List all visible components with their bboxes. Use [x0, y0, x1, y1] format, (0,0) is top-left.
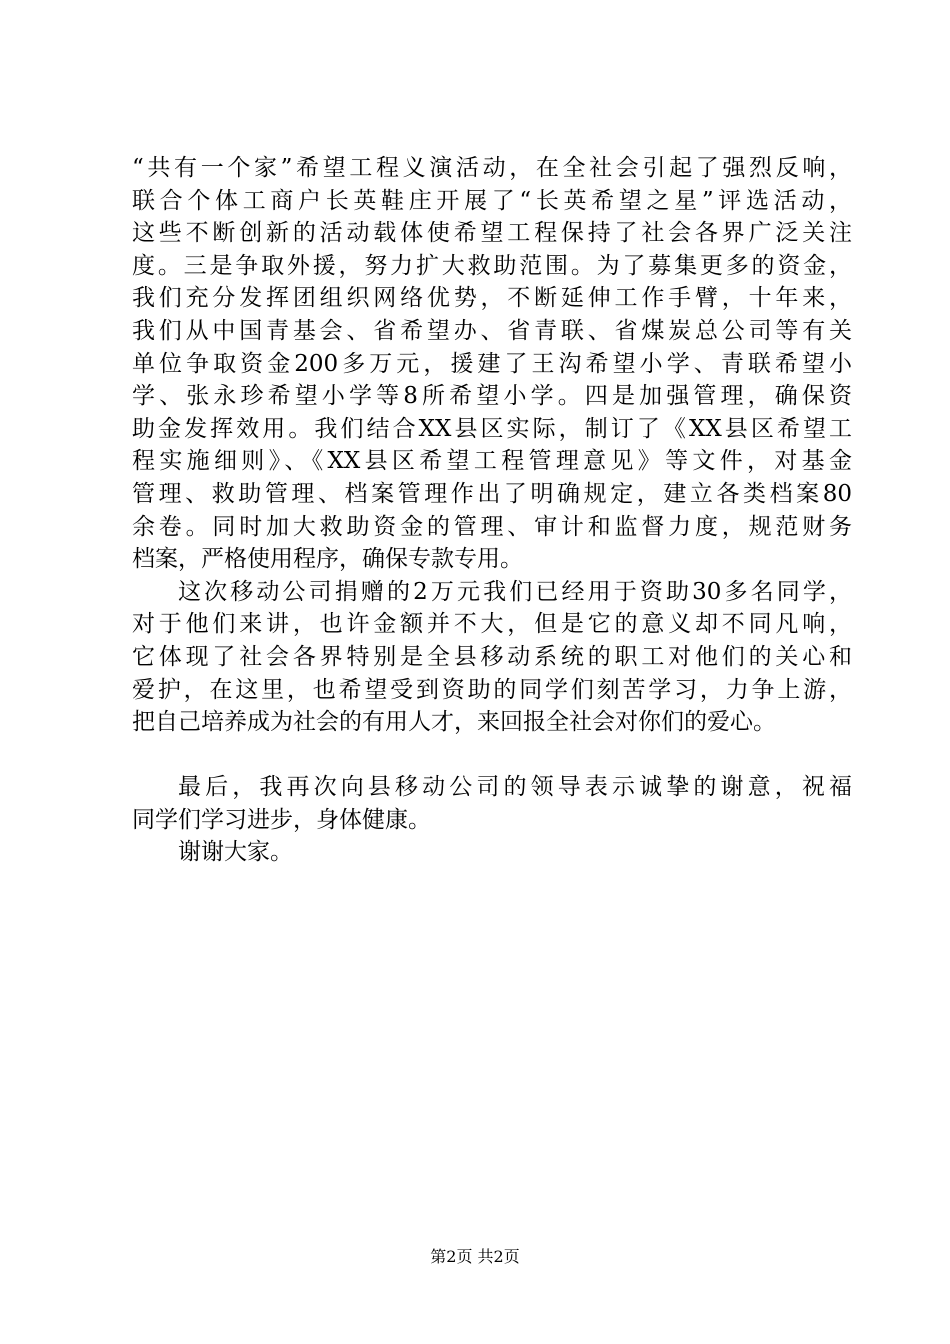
text-line: 单位争取资金200多万元，援建了王沟希望小学、青联希望小: [132, 350, 852, 377]
text-line: 余卷。同时加大救助资金的管理、审计和监督力度，规范财务: [132, 513, 852, 540]
text-line: 度。三是争取外援，努力扩大救助范围。为了募集更多的资金，: [132, 252, 852, 279]
document-body: [132, 152, 852, 869]
paragraph-gap: [132, 739, 852, 772]
text-line: 档案，严格使用程序，确保专款专用。: [132, 546, 523, 573]
text-line: 助金发挥效用。我们结合XX县区实际，制订了《XX县区希望工: [132, 415, 852, 442]
text-line: 学、张永珍希望小学等8所希望小学。四是加强管理，确保资: [132, 383, 852, 410]
text-line: 这些不断创新的活动载体使希望工程保持了社会各界广泛关注: [132, 220, 852, 247]
text-line: 同学们学习进步，身体健康。: [132, 806, 431, 833]
text-line: 联合个体工商户长英鞋庄开展了“长英希望之星”评选活动，: [132, 187, 852, 214]
text-line: 我们从中国青基会、省希望办、省青联、省煤炭总公司等有关: [132, 317, 852, 344]
page-footer: 第2页 共2页: [430, 1247, 520, 1266]
text-line: 爱护，在这里，也希望受到资助的同学们刻苦学习，力争上游，: [132, 676, 852, 703]
text-line: 我们充分发挥团组织网络优势，不断延伸工作手臂，十年来，: [132, 285, 852, 312]
text-line: 管理、救助管理、档案管理作出了明确规定，建立各类档案80: [132, 480, 852, 507]
text-line: 对于他们来讲，也许金额并不大，但是它的意义却不同凡响，: [132, 611, 852, 638]
text-line: 把自己培养成为社会的有用人才，来回报全社会对你们的爱心。: [132, 709, 776, 736]
text-line: 它体现了社会各界特别是全县移动系统的职工对他们的关心和: [132, 643, 852, 670]
paragraph-start-line: 最后，我再次向县移动公司的领导表示诚挚的谢意，祝福: [178, 774, 852, 801]
paragraph-start-line: 这次移动公司捐赠的2万元我们已经用于资助30多名同学，: [178, 578, 852, 605]
text-line: “共有一个家”希望工程义演活动，在全社会引起了强烈反响，: [132, 155, 852, 181]
closing-line: 谢谢大家。: [178, 839, 293, 866]
text-line: 程实施细则》、《XX县区希望工程管理意见》等文件，对基金: [132, 448, 852, 475]
